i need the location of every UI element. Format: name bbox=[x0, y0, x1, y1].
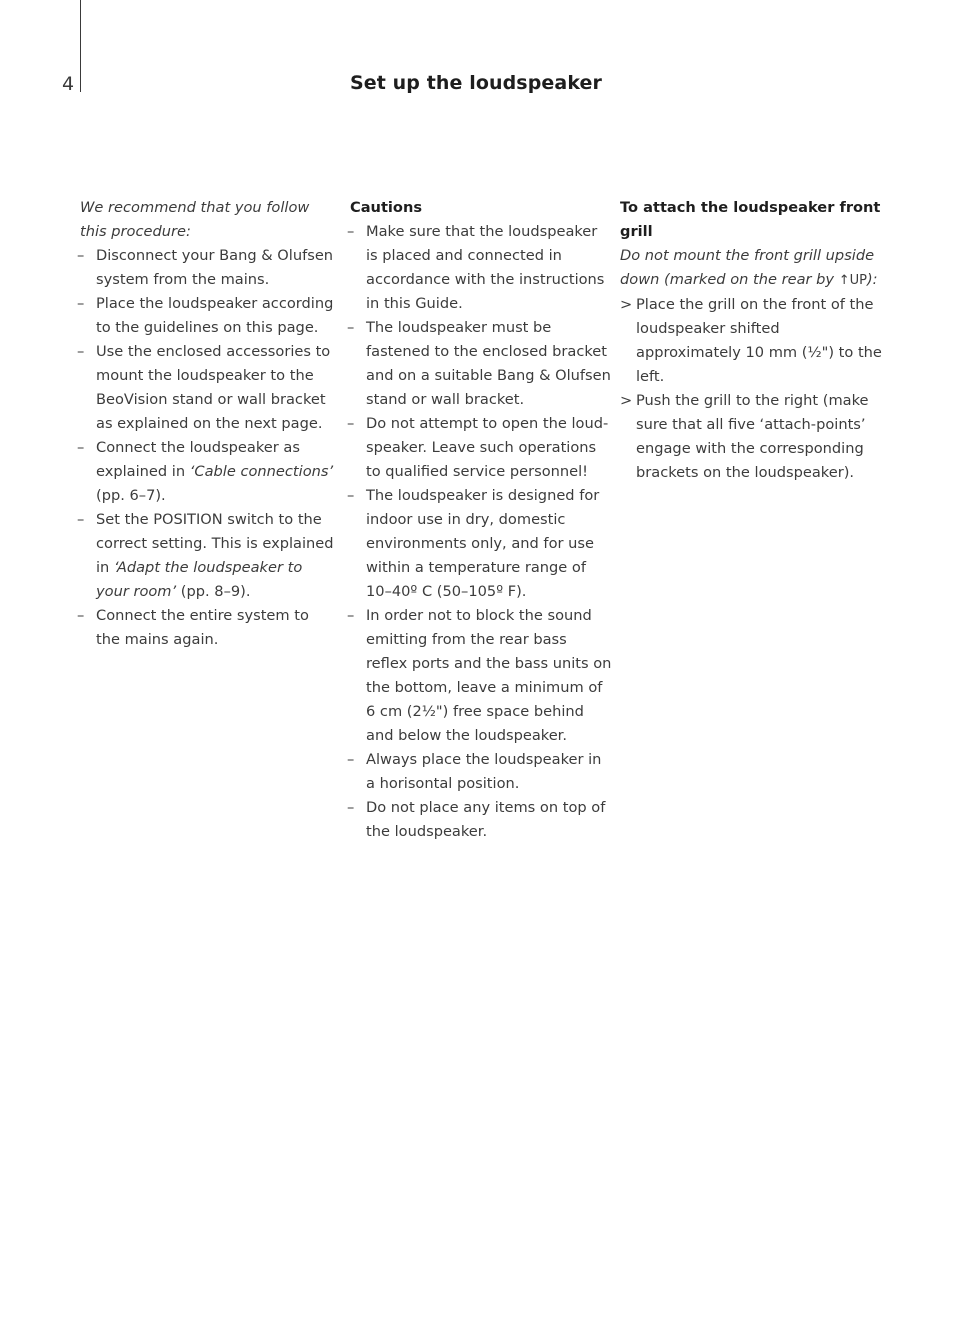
page-title: Set up the loudspeaker bbox=[350, 72, 603, 94]
procedure-column bbox=[77, 196, 336, 652]
grill-column bbox=[620, 196, 882, 485]
page-number: 4 bbox=[62, 73, 75, 95]
dash-marker: – bbox=[77, 511, 85, 528]
up-arrow-icon: ↑UP bbox=[838, 273, 867, 288]
caution-item: – Make sure that the loudspeaker is placed and connected in accordance with the instructions in this Guide. bbox=[350, 220, 612, 316]
procedure-item: – Connect the loudspeaker as explained in ‘Cable connections’ (pp. 6–7). bbox=[80, 436, 336, 508]
procedure-item: – Disconnect your Bang & Olufsen system from the mains. bbox=[80, 244, 336, 292]
cautions-heading: Cautions bbox=[350, 199, 423, 216]
dash-marker: – bbox=[347, 799, 355, 816]
dash-marker: – bbox=[347, 607, 355, 624]
step-marker: > bbox=[620, 296, 633, 313]
dash-marker: – bbox=[77, 295, 85, 312]
dash-marker: – bbox=[347, 223, 355, 240]
cross-reference: ‘Cable connections’ bbox=[189, 463, 334, 480]
procedure-intro: We recommend that you follow this procedure: bbox=[80, 199, 310, 240]
caution-item: – Do not attempt to open the loud-speaker. Leave such operations to qualified service personnel! bbox=[350, 412, 612, 484]
dash-marker: – bbox=[77, 607, 85, 624]
procedure-item: – Connect the entire system to the mains again. bbox=[80, 604, 336, 652]
grill-heading: To attach the loudspeaker front grill bbox=[620, 199, 881, 240]
procedure-item: – Set the POSITION switch to the correct setting. This is explained in ‘Adapt the loudspeaker to your room’ (pp. 8–9). bbox=[80, 508, 336, 604]
dash-marker: – bbox=[77, 343, 85, 360]
caution-item: – Do not place any items on top of the loudspeaker. bbox=[350, 796, 612, 844]
dash-marker: – bbox=[77, 247, 85, 264]
grill-step: > Push the grill to the right (make sure that all five ‘attach-points’ engage with the corresponding brackets on the loudspeaker). bbox=[620, 389, 882, 485]
margin-rule bbox=[80, 0, 81, 92]
grill-note: Do not mount the front grill upside down (marked on the rear by ↑UP): bbox=[620, 247, 878, 288]
caution-item: – The loudspeaker is designed for indoor use in dry, domestic environments only, and for use within a temperature range of 10–40º C (50–105º F). bbox=[350, 484, 612, 604]
caution-item: – Always place the loudspeaker in a horisontal position. bbox=[350, 748, 612, 796]
dash-marker: – bbox=[77, 439, 85, 456]
cautions-column bbox=[347, 196, 612, 844]
procedure-list bbox=[77, 244, 336, 652]
dash-marker: – bbox=[347, 319, 355, 336]
procedure-item: – Place the loudspeaker according to the guidelines on this page. bbox=[80, 292, 336, 340]
step-marker: > bbox=[620, 392, 633, 409]
dash-marker: – bbox=[347, 487, 355, 504]
dash-marker: – bbox=[347, 751, 355, 768]
procedure-item: – Use the enclosed accessories to mount the loudspeaker to the BeoVision stand or wall bracket as explained on the next page. bbox=[80, 340, 336, 436]
grill-step: > Place the grill on the front of the loudspeaker shifted approximately 10 mm (½") to the left. bbox=[620, 293, 882, 389]
dash-marker: – bbox=[347, 415, 355, 432]
grill-steps bbox=[620, 293, 882, 485]
caution-item: – In order not to block the sound emitting from the rear bass reflex ports and the bass units on the bottom, leave a minimum of 6 cm (2½") free space behind and below the loudspeaker. bbox=[350, 604, 612, 748]
cautions-list bbox=[347, 220, 612, 844]
caution-item: – The loudspeaker must be fastened to the enclosed bracket and on a suitable Bang & Olufsen stand or wall bracket. bbox=[350, 316, 612, 412]
cross-reference: ‘Adapt the loudspeaker to your room’ bbox=[96, 559, 303, 600]
